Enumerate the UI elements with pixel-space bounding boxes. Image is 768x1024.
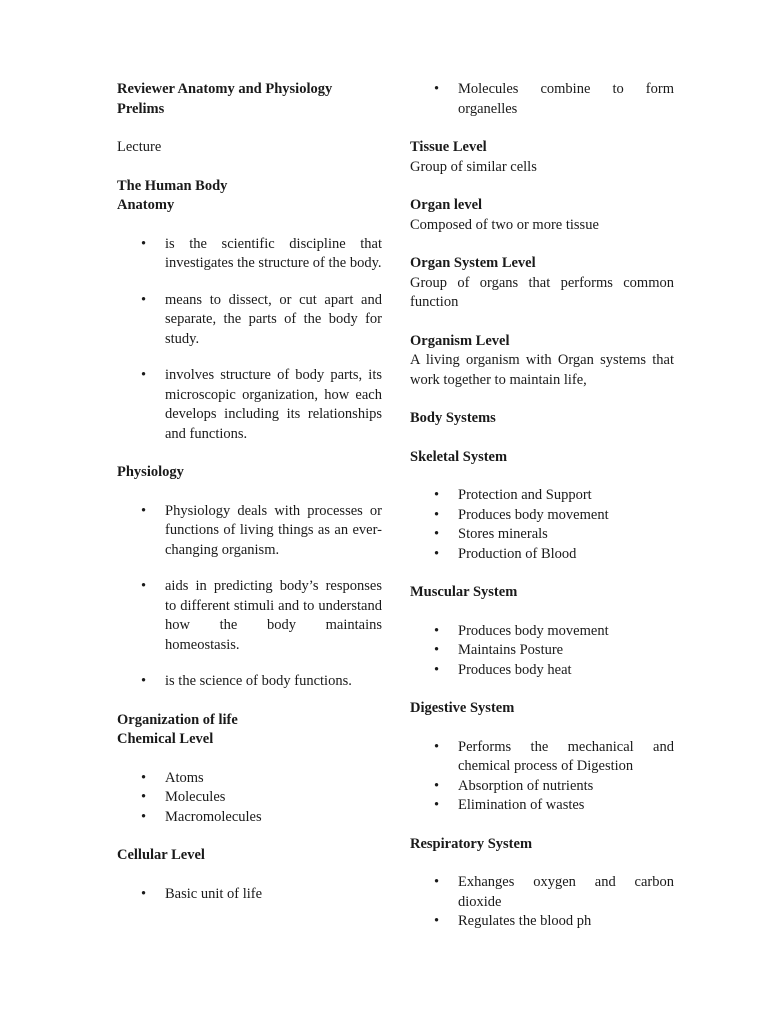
- list-item: [410, 873, 674, 912]
- list-item: [117, 808, 382, 828]
- paragraph: Composed of two or more tissue: [410, 216, 599, 233]
- list-item: [410, 912, 674, 932]
- bullet-list: [117, 235, 382, 445]
- section-heading-cellular-level: [117, 846, 382, 866]
- bullet-icon: •: [434, 622, 440, 639]
- list-item-text: Macromolecules: [165, 808, 262, 825]
- list-item-text: aids in predicting body’s responses to different stimuli and to understand how the body maintains homeostasis.: [165, 578, 382, 653]
- paragraph: Group of organs that performs common function: [410, 274, 674, 310]
- section-heading-digestive-system: [410, 699, 674, 719]
- bullet-icon: •: [434, 874, 440, 890]
- list-item-text: Elimination of wastes: [458, 797, 585, 813]
- section-heading-muscular-system: [410, 583, 674, 603]
- heading-line: Reviewer Anatomy and Physiology: [117, 81, 333, 97]
- bullet-icon: •: [141, 291, 147, 308]
- list-item-text: Regulates the blood ph: [458, 913, 592, 929]
- bullet-list: [410, 80, 674, 119]
- list-item-text: Absorption of nutrients: [458, 777, 594, 794]
- section-heading-skeletal-system: [410, 448, 674, 468]
- list-item: [117, 769, 382, 789]
- list-item-text: Basic unit of life: [165, 885, 263, 902]
- list-item-text: Maintains Posture: [458, 642, 564, 658]
- list-item-text: Molecules combine to form organelles: [458, 81, 674, 117]
- bullet-icon: •: [141, 769, 147, 786]
- list-item: [117, 788, 382, 808]
- list-item: [117, 577, 382, 655]
- heading-line: Organism Level: [410, 332, 510, 349]
- bullet-icon: •: [434, 797, 440, 813]
- section-heading-anatomy: [117, 177, 382, 216]
- heading-line: The Human Body: [117, 177, 228, 194]
- bullet-icon: •: [434, 738, 440, 755]
- list-item: [410, 486, 674, 506]
- heading-line: Tissue Level: [410, 139, 487, 155]
- heading-line: Chemical Level: [117, 731, 214, 747]
- heading-line: Digestive System: [410, 700, 515, 716]
- list-item-text: Produces body movement: [458, 622, 609, 639]
- list-item-text: Exhanges oxygen and carbon dioxide: [458, 874, 674, 910]
- heading-line: Body Systems: [410, 410, 496, 426]
- section-heading-respiratory-system: [410, 835, 674, 855]
- bullet-list: [410, 622, 674, 681]
- bullet-icon: •: [141, 885, 147, 902]
- list-item-text: Atoms: [165, 769, 204, 786]
- paragraph: Lecture: [117, 139, 162, 155]
- bullet-icon: •: [141, 367, 147, 383]
- section-heading-organism-level: [410, 332, 674, 352]
- paragraph: A living organism with Organ systems that work together to maintain life,: [410, 352, 674, 388]
- list-item-text: is the scientific discipline that investigates the structure of the body.: [165, 235, 382, 271]
- bullet-icon: •: [434, 526, 440, 542]
- section-heading-organ-system-level: [410, 254, 674, 274]
- list-item-text: Molecules: [165, 789, 226, 805]
- bullet-list: [117, 502, 382, 692]
- bullet-icon: •: [434, 545, 440, 562]
- list-item: [410, 738, 674, 777]
- heading-line: Organization of life: [117, 711, 238, 728]
- list-item: [117, 291, 382, 350]
- list-item: [117, 366, 382, 444]
- section-heading-physiology: [117, 463, 382, 483]
- list-item-text: Production of Blood: [458, 545, 577, 562]
- bullet-icon: •: [141, 789, 147, 805]
- list-item-text: Protection and Support: [458, 487, 592, 503]
- bullet-icon: •: [434, 487, 440, 503]
- bullet-icon: •: [141, 235, 147, 252]
- section-heading-prelims: [117, 80, 382, 119]
- bullet-list: [410, 738, 674, 816]
- bullet-icon: •: [434, 661, 440, 678]
- heading-line: Cellular Level: [117, 847, 205, 863]
- bullet-icon: •: [434, 777, 440, 794]
- bullet-icon: •: [434, 913, 440, 929]
- bullet-icon: •: [141, 673, 147, 689]
- heading-line: Physiology: [117, 464, 184, 480]
- list-item-text: is the science of body functions.: [165, 673, 352, 689]
- section-heading-body-systems: [410, 409, 674, 429]
- list-item: [410, 545, 674, 565]
- list-item-text: means to dissect, or cut apart and separate, the parts of the body for study.: [165, 291, 382, 347]
- section-heading-tissue-level: [410, 138, 674, 158]
- heading-line: Organ System Level: [410, 255, 536, 271]
- bullet-icon: •: [434, 81, 440, 97]
- bullet-list: [410, 486, 674, 564]
- bullet-list: [117, 885, 382, 905]
- list-item: [410, 796, 674, 816]
- list-item-text: Produces body heat: [458, 661, 572, 678]
- list-item: [410, 777, 674, 797]
- list-item-text: Produces body movement: [458, 506, 609, 523]
- list-item: [410, 661, 674, 681]
- bullet-icon: •: [141, 502, 147, 519]
- heading-line: Organ level: [410, 197, 483, 213]
- list-item: [117, 885, 382, 905]
- bullet-icon: •: [141, 578, 147, 594]
- list-item: [410, 622, 674, 642]
- list-item-text: involves structure of body parts, its microscopic organization, how each develops including its relationships and functions.: [165, 367, 382, 442]
- bullet-list: [117, 769, 382, 828]
- section-heading-chemical-level: [117, 711, 382, 750]
- bullet-list: [410, 873, 674, 932]
- bullet-icon: •: [434, 642, 440, 658]
- bullet-icon: •: [434, 506, 440, 523]
- list-item-text: Physiology deals with processes or functions of living things as an ever-changing organism.: [165, 502, 382, 558]
- heading-line: Anatomy: [117, 197, 175, 213]
- list-item: [117, 672, 382, 692]
- list-item: [410, 525, 674, 545]
- heading-line: Respiratory System: [410, 835, 533, 852]
- right-column: [410, 80, 674, 932]
- section-heading-organ-level: [410, 196, 674, 216]
- list-item: [117, 502, 382, 561]
- heading-line: Muscular System: [410, 584, 518, 600]
- list-item: [117, 235, 382, 274]
- list-item: [410, 506, 674, 526]
- heading-line: Skeletal System: [410, 448, 508, 465]
- list-item-text: Stores minerals: [458, 526, 548, 542]
- left-column: [117, 80, 382, 904]
- list-item-text: Performs the mechanical and chemical process of Digestion: [458, 738, 674, 774]
- list-item: [410, 641, 674, 661]
- list-item: [410, 80, 674, 119]
- heading-line: Prelims: [117, 100, 165, 117]
- paragraph: Group of similar cells: [410, 158, 537, 175]
- bullet-icon: •: [141, 808, 147, 825]
